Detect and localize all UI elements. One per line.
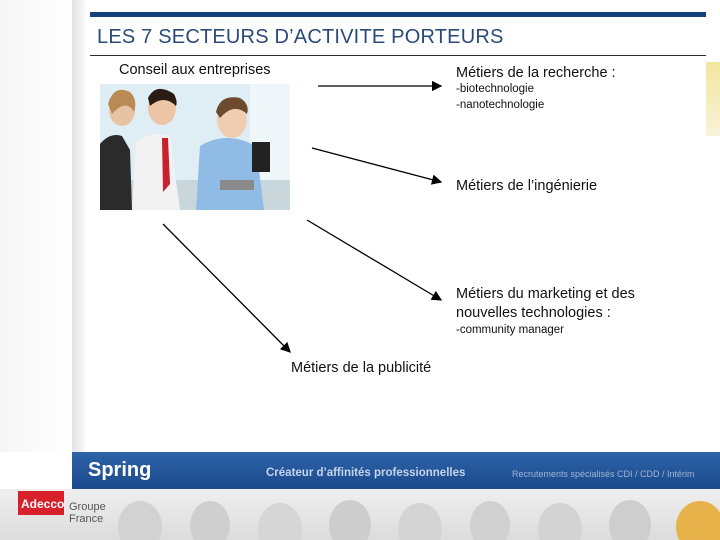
slide-title: LES 7 SECTEURS D’ACTIVITE PORTEURS (97, 26, 504, 48)
spring-brand: Spring (88, 459, 152, 481)
sector-conseil-label: Conseil aux entreprises (119, 62, 271, 78)
sector-recherche-item: -nanotechnologie (456, 99, 545, 111)
bottom-photo-strip (0, 489, 720, 540)
groupe-label: Groupe (69, 501, 106, 513)
sector-recherche-item: -biotechnologie (456, 83, 535, 95)
sector-ingenierie-label: Métiers de l’ingénierie (456, 178, 598, 194)
sector-marketing-title-line1: Métiers du marketing et des (456, 286, 635, 302)
footer-services: Recrutements spécialisés CDI / CDD / Intérim (512, 469, 695, 479)
france-label: France (69, 513, 104, 525)
arrow-to-publicite (163, 224, 290, 352)
sector-recherche-title: Métiers de la recherche : (456, 65, 616, 81)
groupe-france-label (69, 501, 106, 525)
sector-publicite-label: Métiers de la publicité (291, 360, 432, 376)
sector-marketing-item: -community manager (456, 324, 565, 336)
adecco-logo-text: Adecco (21, 497, 65, 511)
arrow-to-marketing (307, 220, 441, 300)
footer-tagline: Créateur d’affinités professionnelles (266, 467, 466, 479)
arrow-to-ingenierie (312, 148, 441, 182)
sector-marketing-title-line2: nouvelles technologies : (456, 305, 611, 321)
